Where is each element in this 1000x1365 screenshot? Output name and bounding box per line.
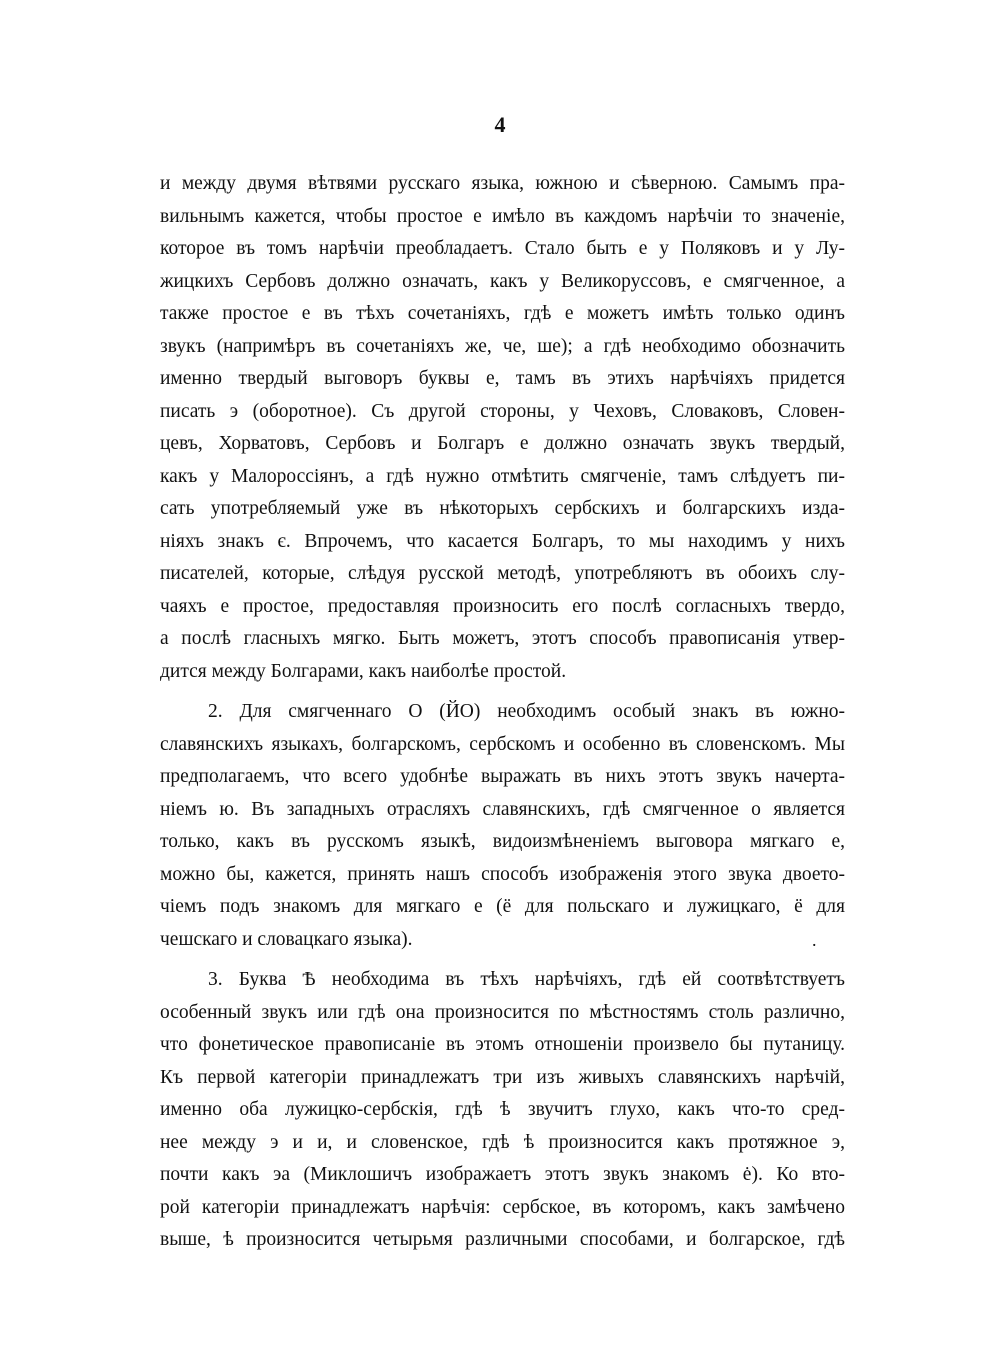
paragraph-gap bbox=[160, 956, 845, 964]
text-line: предполагаемъ, что всего удобнѣе выражать въ нихъ этотъ звукъ начерта- bbox=[160, 766, 845, 787]
text-line: звукъ (напримѣръ въ сочетаніяхъ же, че, ше); а гдѣ необходимо обозначить bbox=[160, 335, 845, 357]
text-line: рой категоріи принадлежатъ нарѣчія: сербское, въ которомъ, какъ замѣчено bbox=[160, 1196, 845, 1218]
text-line: цевъ, Хорватовъ, Сербовъ и Болгаръ е должно означать звукъ твердый, bbox=[160, 433, 845, 454]
paragraph-3 bbox=[160, 964, 845, 1257]
paragraph-1 bbox=[160, 168, 845, 688]
text-line: 2. Для смягченнаго О (ЙО) необходимъ особый знакъ въ южно- bbox=[208, 701, 845, 722]
text-line: выше, ѣ произносится четырьмя различными способами, и болгарское, гдѣ bbox=[160, 1229, 845, 1250]
text-line: почти какъ эа (Миклошичъ изображаетъ этотъ звукъ знакомъ ė). Ко вто- bbox=[160, 1164, 845, 1185]
text-line: сать употребляемый уже въ нѣкоторыхъ сербскихъ и болгарскихъ изда- bbox=[160, 498, 845, 519]
text-line: особенный звукъ или гдѣ она произносится по мѣстностямъ столь различно, bbox=[160, 1001, 845, 1023]
text-line: ніяхъ знакъ є. Впрочемъ, что касается Болгаръ, то мы находимъ у нихъ bbox=[160, 530, 845, 552]
text-line: Къ первой категоріи принадлежатъ три изъ живыхъ славянскихъ нарѣчій, bbox=[160, 1066, 845, 1088]
text-line: именно твердый выговоръ буквы е, тамъ въ этихъ нарѣчіяхъ придется bbox=[160, 368, 845, 389]
text-line: которое въ томъ нарѣчіи преобладаетъ. Стало быть е у Поляковъ и у Лу- bbox=[160, 238, 845, 259]
margin-mark: . bbox=[812, 930, 817, 950]
text-line: можно бы, кажется, принять нашъ способъ изображенія этого звука двоето- bbox=[160, 863, 845, 885]
text-line: именно оба лужицко-сербскія, гдѣ ѣ звучитъ глухо, какъ что-то сред- bbox=[160, 1099, 845, 1120]
text-line: что фонетическое правописаніе въ этомъ отношеніи произвело бы путаницу. bbox=[160, 1034, 845, 1055]
text-line: дится между Болгарами, какъ наиболѣе простой. bbox=[160, 660, 567, 682]
text-line: нее между э и и, и словенское, гдѣ ѣ произносится какъ протяжное э, bbox=[160, 1131, 845, 1153]
text-line: только, какъ въ русскомъ языкѣ, видоизмѣненіемъ выговора мягкаго е, bbox=[160, 831, 845, 852]
page-number: 4 bbox=[494, 112, 506, 137]
text-line: жицкихъ Сербовъ должно означать, какъ у Великоруссовъ, е смягченное, а bbox=[160, 270, 845, 292]
text-line: а послѣ гласныхъ мягко. Быть можетъ, этотъ способъ правописанія утвер- bbox=[160, 628, 845, 649]
text-line: 3. Буква Ѣ необходима въ тѣхъ нарѣчіяхъ, гдѣ ей соотвѣтствуетъ bbox=[208, 969, 845, 990]
text-line: и между двумя вѣтвями русскаго языка, южною и сѣверною. Самымъ пра- bbox=[160, 173, 845, 194]
body-text bbox=[160, 168, 845, 1257]
text-line: чіемъ подъ знакомъ для мягкаго е (ё для польскаго и лужицкаго, ё для bbox=[160, 896, 845, 917]
text-line: ніемъ ю. Въ западныхъ отрасляхъ славянскихъ, гдѣ смягченное о является bbox=[160, 798, 845, 820]
text-line: славянскихъ языкахъ, болгарскомъ, сербскомъ и особенно въ словенскомъ. Мы bbox=[160, 733, 845, 755]
text-line: писателей, которые, слѣдуя русской методѣ, употребляютъ въ обоихъ слу- bbox=[160, 563, 845, 584]
text-line: чаяхъ е простое, предоставляя произносить его послѣ согласныхъ твердо, bbox=[160, 595, 845, 617]
text-line: вильнымъ кажется, чтобы простое е имѣло въ каждомъ нарѣчіи то значеніе, bbox=[160, 205, 845, 227]
text-line: также простое е въ тѣхъ сочетаніяхъ, гдѣ е можетъ имѣть только одинъ bbox=[160, 303, 845, 324]
paragraph-gap bbox=[160, 688, 845, 696]
text-line: писать э (оборотное). Съ другой стороны, у Чеховъ, Словаковъ, Словен- bbox=[160, 400, 845, 422]
text-line: какъ у Малороссіянъ, а гдѣ нужно отмѣтить смягченіе, тамъ слѣдуетъ пи- bbox=[160, 465, 845, 487]
paragraph-2 bbox=[160, 696, 845, 956]
text-line: чешскаго и словацкаго языка). bbox=[160, 928, 413, 950]
